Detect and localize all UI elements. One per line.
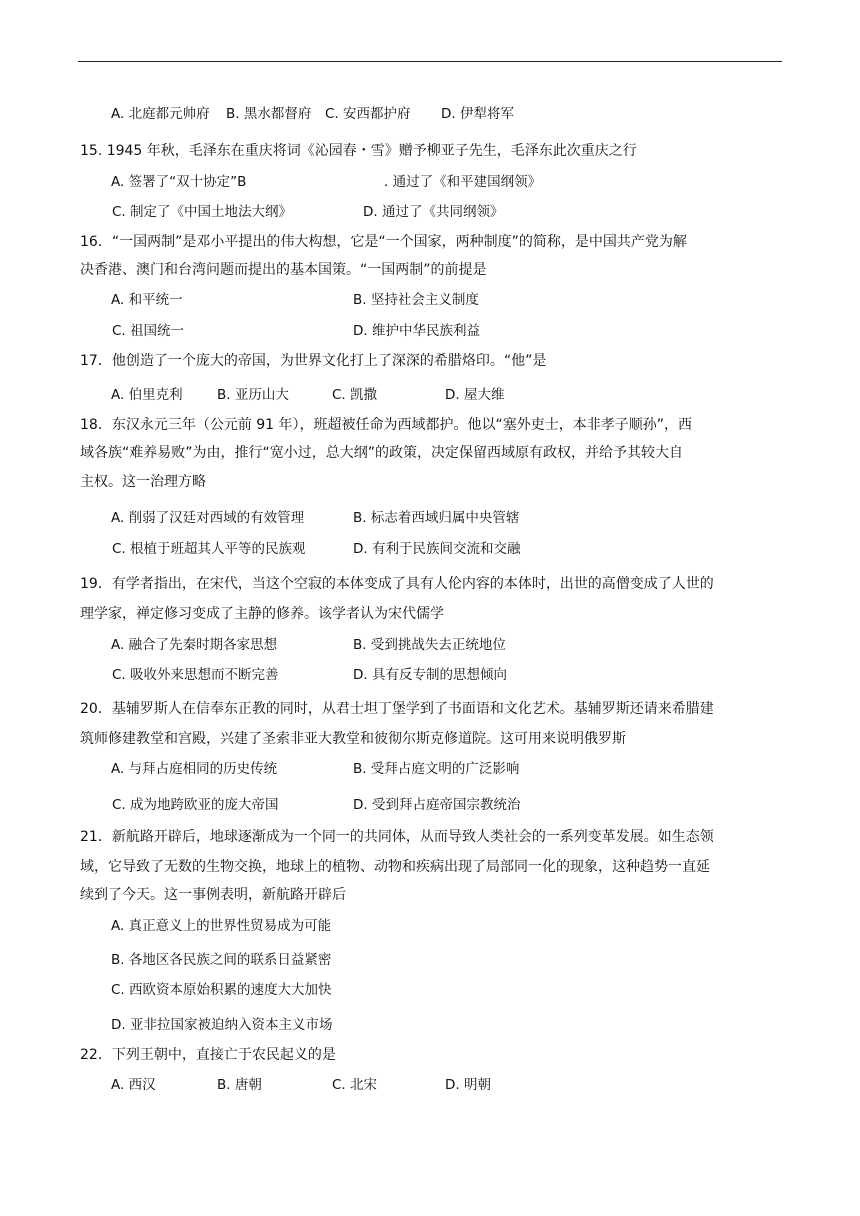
q17-option-c: C. 凯撒 <box>332 387 378 403</box>
q21-option-b: B. 各地区各民族之间的联系日益紧密 <box>111 952 332 968</box>
q19-option-b: B. 受到挑战失去正统地位 <box>353 637 506 653</box>
q20-option-b: B. 受拜占庭文明的广泛影响 <box>353 761 520 777</box>
q16-stem-line-2: 决香港、澳门和台湾问题而提出的基本国策。“一国两制”的前提是 <box>80 262 487 278</box>
q17-option-a: A. 伯里克利 <box>111 387 183 403</box>
q21-stem-line-1: 21．新航路开辟后，地球逐渐成为一个同一的共同体，从而导致人类社会的一系列变革发展。如生态领 <box>80 829 714 845</box>
q15-option-c: C. 制定了《中国土地法大纲》 <box>112 204 293 220</box>
q18-option-c: C. 根植于班超其人平等的民族观 <box>112 541 306 557</box>
q20-stem-line-2: 筑师修建教堂和宫殿，兴建了圣索非亚大教堂和彼彻尔斯克修道院。这可用来说明俄罗斯 <box>80 731 626 747</box>
q16-option-c: C. 祖国统一 <box>112 323 185 339</box>
q19-option-d: D. 具有反专制的思想倾向 <box>353 667 507 683</box>
q14-option-d: D. 伊犁将军 <box>441 106 514 122</box>
q20-stem-line-1: 20．基辅罗斯人在信奉东正教的同时，从君士坦丁堡学到了书面语和文化艺术。基辅罗斯还请来希腊建 <box>80 701 714 717</box>
q21-option-d: D. 亚非拉国家被迫纳入资本主义市场 <box>111 1017 333 1033</box>
q18-option-d: D. 有利于民族间交流和交融 <box>353 541 521 557</box>
q22-option-c: C. 北宋 <box>332 1077 378 1093</box>
q21-option-c: C. 西欧资本原始积累的速度大大加快 <box>111 982 332 998</box>
q17-stem-line-1: 17．他创造了一个庞大的帝国，为世界文化打上了深深的希腊烙印。“他”是 <box>80 353 547 369</box>
q22-option-a: A. 西汉 <box>111 1077 156 1093</box>
q19-stem-line-1: 19．有学者指出，在宋代，当这个空寂的本体变成了具有人伦内容的本体时，出世的高僧变成了人世的 <box>80 576 714 592</box>
q15-option-b: . 通过了《和平建国纲领》 <box>384 174 542 190</box>
q14-option-c: C. 安西都护府 <box>325 106 411 122</box>
q18-stem-line-1: 18．东汉永元三年（公元前 91 年），班超被任命为西域都护。他以“塞外吏士，本非孝子顺孙”，西 <box>80 417 693 433</box>
header-rule <box>78 61 782 62</box>
q22-stem-line-1: 22．下列王朝中，直接亡于农民起义的是 <box>80 1047 336 1063</box>
q15-option-d: D. 通过了《共同纲领》 <box>363 204 504 220</box>
q18-stem-line-2: 域各族“难养易败”为由，推行“宽小过，总大纲”的政策，决定保留西域原有政权，并给予其较大自 <box>80 445 684 461</box>
q17-option-d: D. 屋大维 <box>445 387 505 403</box>
q19-stem-line-2: 理学家，禅定修习变成了主静的修养。该学者认为宋代儒学 <box>80 606 444 622</box>
q18-option-a: A. 削弱了汉廷对西域的有效管理 <box>111 510 305 526</box>
q14-option-b: B. 黑水都督府 <box>226 106 312 122</box>
q21-stem-line-3: 续到了今天。这一事例表明，新航路开辟后 <box>80 887 346 903</box>
q22-option-b: B. 唐朝 <box>217 1077 262 1093</box>
q15-stem-line-1: 15. 1945 年秋，毛泽东在重庆将词《沁园春・雪》赠予柳亚子先生，毛泽东此次重庆之行 <box>80 143 637 159</box>
q14-option-a: A. 北庭都元帅府 <box>111 106 210 122</box>
q15-option-a: A. 签署了“双十协定”B <box>111 174 247 190</box>
q18-stem-line-3: 主权。这一治理方略 <box>80 474 206 490</box>
q16-option-a: A. 和平统一 <box>111 292 183 308</box>
q16-stem-line-1: 16．“一国两制”是邓小平提出的伟大构想，它是“一个国家，两种制度”的简称，是中国共产党为解 <box>80 234 687 250</box>
q20-option-c: C. 成为地跨欧亚的庞大帝国 <box>112 797 279 813</box>
q17-option-b: B. 亚历山大 <box>217 387 289 403</box>
q20-option-a: A. 与拜占庭相同的历史传统 <box>111 761 278 777</box>
q21-option-a: A. 真正意义上的世界性贸易成为可能 <box>111 918 332 934</box>
q18-option-b: B. 标志着西域归属中央管辖 <box>353 510 520 526</box>
q16-option-b: B. 坚持社会主义制度 <box>353 292 479 308</box>
q20-option-d: D. 受到拜占庭帝国宗教统治 <box>353 797 521 813</box>
q19-option-c: C. 吸收外来思想而不断完善 <box>112 667 279 683</box>
q22-option-d: D. 明朝 <box>445 1077 491 1093</box>
q19-option-a: A. 融合了先秦时期各家思想 <box>111 637 278 653</box>
q16-option-d: D. 维护中华民族利益 <box>353 323 480 339</box>
q21-stem-line-2: 域，它导致了无数的生物交换，地球上的植物、动物和疾病出现了局部同一化的现象，这种趋势一直延 <box>80 859 710 875</box>
